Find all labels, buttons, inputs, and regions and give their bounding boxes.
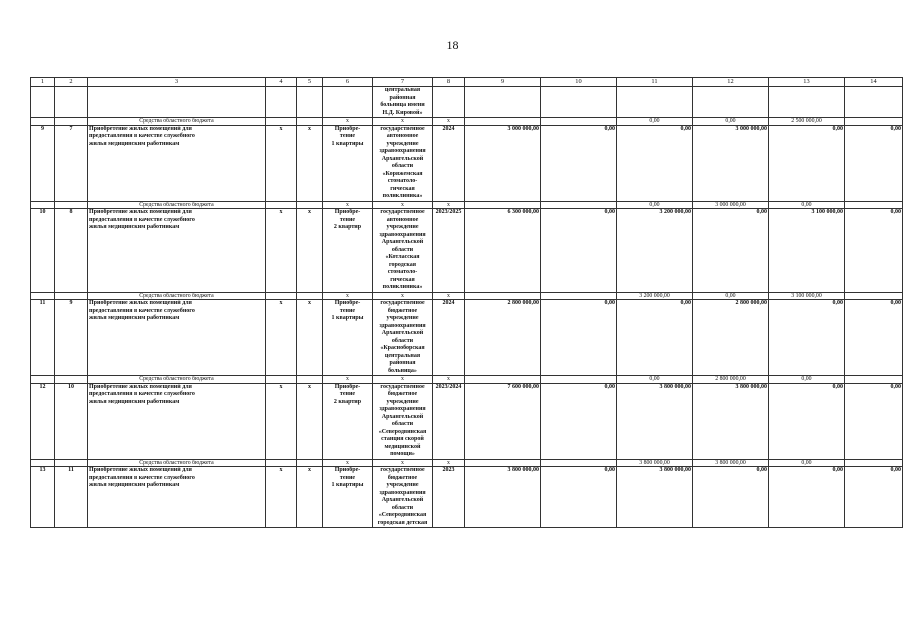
- funding-value: х: [323, 118, 373, 126]
- col-2-cell: 11: [55, 467, 88, 528]
- empty-cell: [55, 201, 88, 209]
- col-10-cell: 0,00: [541, 467, 617, 528]
- table-row: [31, 300, 903, 376]
- col-10-cell: 0,00: [541, 300, 617, 376]
- funding-row: [31, 118, 903, 126]
- empty-cell: [541, 201, 617, 209]
- empty-cell: [297, 87, 323, 118]
- col-12-cell: 2 800 000,00: [693, 300, 769, 376]
- empty-cell: [465, 118, 541, 126]
- empty-cell: [266, 292, 297, 300]
- funding-value: 0,00: [769, 376, 845, 384]
- funding-value: 3 000 000,00: [693, 201, 769, 209]
- funding-value: 3 800 000,00: [617, 459, 693, 467]
- funding-value: х: [433, 459, 465, 467]
- funding-value: 3 800 000,00: [693, 459, 769, 467]
- col-13-cell: 0,00: [769, 383, 845, 459]
- header-cell: 4: [266, 78, 297, 87]
- col-5-cell: х: [297, 300, 323, 376]
- col-13-cell: 0,00: [769, 125, 845, 201]
- funding-value: х: [323, 376, 373, 384]
- funding-value: х: [323, 201, 373, 209]
- col-9-cell: 3 800 000,00: [465, 467, 541, 528]
- header-cell: 7: [373, 78, 433, 87]
- empty-cell: [31, 87, 55, 118]
- empty-cell: [31, 459, 55, 467]
- funding-label: Средства областного бюджета: [88, 201, 266, 209]
- col-11-cell: 3 800 000,00: [617, 467, 693, 528]
- header-cell: 3: [88, 78, 266, 87]
- funding-row: [31, 292, 903, 300]
- col-11-cell: 0,00: [617, 300, 693, 376]
- col-14-cell: 0,00: [845, 467, 903, 528]
- col-8-cell: 2024: [433, 300, 465, 376]
- col-12-cell: 3 000 000,00: [693, 125, 769, 201]
- header-cell: 12: [693, 78, 769, 87]
- header-cell: 1: [31, 78, 55, 87]
- empty-cell: [845, 118, 903, 126]
- col-7-cell: государственное бюджетное учреждение здравоохранения Архангельской области «Северодвинская городская детская: [373, 467, 433, 528]
- col-7-cell: государственное бюджетное учреждение здравоохранения Архангельской области «Северодвинская станция скорой медицинской помощи»: [373, 383, 433, 459]
- empty-cell: [297, 459, 323, 467]
- header-cell: 6: [323, 78, 373, 87]
- col-1-cell: 13: [31, 467, 55, 528]
- col-6-cell: Приобре- тение 2 квартир: [323, 209, 373, 293]
- header-cell: 14: [845, 78, 903, 87]
- empty-cell: [266, 376, 297, 384]
- page-number: 18: [446, 38, 459, 52]
- funding-row: [31, 459, 903, 467]
- header-cell: 5: [297, 78, 323, 87]
- col-2-cell: 8: [55, 209, 88, 293]
- empty-cell: [88, 87, 266, 118]
- funding-value: 0,00: [769, 459, 845, 467]
- col-2-cell: 10: [55, 383, 88, 459]
- col-5-cell: х: [297, 467, 323, 528]
- funding-value: 0,00: [693, 118, 769, 126]
- col-5-cell: х: [297, 383, 323, 459]
- empty-cell: [31, 118, 55, 126]
- col-11-cell: 0,00: [617, 125, 693, 201]
- col-1-cell: 10: [31, 209, 55, 293]
- empty-cell: [266, 201, 297, 209]
- funding-value: 2 800 000,00: [693, 376, 769, 384]
- empty-cell: [297, 376, 323, 384]
- funding-value: х: [323, 459, 373, 467]
- col-11-cell: 3 200 000,00: [617, 209, 693, 293]
- program-table: [30, 77, 903, 528]
- empty-cell: [323, 87, 373, 118]
- col-3-cell: Приобретение жилых помещений для предоставления в качестве служебного жилья медицинским работникам: [88, 383, 266, 459]
- col-14-cell: 0,00: [845, 300, 903, 376]
- empty-cell: [541, 459, 617, 467]
- col-2-cell: 7: [55, 125, 88, 201]
- col-4-cell: х: [266, 209, 297, 293]
- empty-cell: [31, 376, 55, 384]
- funding-value: х: [373, 118, 433, 126]
- funding-value: 2 500 000,00: [769, 118, 845, 126]
- table-row: [31, 383, 903, 459]
- col-4-cell: х: [266, 300, 297, 376]
- col-13-cell: 3 100 000,00: [769, 209, 845, 293]
- funding-label: Средства областного бюджета: [88, 459, 266, 467]
- table-row: [31, 467, 903, 528]
- funding-value: 3 100 000,00: [769, 292, 845, 300]
- funding-value: х: [433, 118, 465, 126]
- header-cell: 11: [617, 78, 693, 87]
- funding-value: 0,00: [693, 292, 769, 300]
- col-14-cell: 0,00: [845, 125, 903, 201]
- table-row: [31, 125, 903, 201]
- empty-cell: [845, 201, 903, 209]
- empty-cell: [769, 87, 845, 118]
- header-cell: 2: [55, 78, 88, 87]
- header-cell: 9: [465, 78, 541, 87]
- col-4-cell: х: [266, 383, 297, 459]
- col-5-cell: х: [297, 209, 323, 293]
- funding-label: Средства областного бюджета: [88, 292, 266, 300]
- col-8-cell: 2023: [433, 467, 465, 528]
- col-3-cell: Приобретение жилых помещений для предоставления в качестве служебного жилья медицинским работникам: [88, 467, 266, 528]
- empty-cell: [297, 292, 323, 300]
- funding-value: 0,00: [769, 201, 845, 209]
- header-cell: 10: [541, 78, 617, 87]
- empty-cell: [541, 87, 617, 118]
- continuation-row: [31, 87, 903, 118]
- col-1-cell: 9: [31, 125, 55, 201]
- funding-value: 0,00: [617, 201, 693, 209]
- col-10-cell: 0,00: [541, 383, 617, 459]
- col-7-cell: государственное автономное учреждение здравоохранения Архангельской области «Котласская городская стоматоло- гическая поликлиника»: [373, 209, 433, 293]
- funding-value: х: [373, 292, 433, 300]
- funding-value: х: [373, 376, 433, 384]
- col-14-cell: 0,00: [845, 209, 903, 293]
- funding-value: х: [433, 201, 465, 209]
- col-7-cell: государственное бюджетное учреждение здравоохранения Архангельской области «Красноборская центральная районная больница»: [373, 300, 433, 376]
- empty-cell: [465, 201, 541, 209]
- header-cell: 8: [433, 78, 465, 87]
- empty-cell: [266, 87, 297, 118]
- col-6-cell: Приобре- тение 2 квартир: [323, 383, 373, 459]
- col-4-cell: х: [266, 125, 297, 201]
- col-14-cell: 0,00: [845, 383, 903, 459]
- col-9-cell: 7 600 000,00: [465, 383, 541, 459]
- col-6-cell: Приобре- тение 1 квартиры: [323, 125, 373, 201]
- header-row: [31, 78, 903, 87]
- col-12-cell: 3 800 000,00: [693, 383, 769, 459]
- empty-cell: [297, 201, 323, 209]
- funding-value: х: [373, 459, 433, 467]
- col-9-cell: 3 000 000,00: [465, 125, 541, 201]
- empty-cell: [55, 292, 88, 300]
- col-13-cell: 0,00: [769, 467, 845, 528]
- funding-label: Средства областного бюджета: [88, 376, 266, 384]
- col-1-cell: 12: [31, 383, 55, 459]
- col-10-cell: 0,00: [541, 209, 617, 293]
- col-2-cell: 9: [55, 300, 88, 376]
- funding-row: [31, 376, 903, 384]
- empty-cell: [617, 87, 693, 118]
- col-6-cell: Приобре- тение 1 квартиры: [323, 300, 373, 376]
- col-9-cell: 2 800 000,00: [465, 300, 541, 376]
- col-10-cell: 0,00: [541, 125, 617, 201]
- col-6-cell: Приобре- тение 1 квартиры: [323, 467, 373, 528]
- empty-cell: [541, 292, 617, 300]
- organization-cell: центральная районная больница имени Н.Д. Кировой»: [373, 87, 433, 118]
- funding-value: х: [433, 376, 465, 384]
- col-3-cell: Приобретение жилых помещений для предоставления в качестве служебного жилья медицинским работникам: [88, 300, 266, 376]
- col-3-cell: Приобретение жилых помещений для предоставления в качестве служебного жилья медицинским работникам: [88, 125, 266, 201]
- empty-cell: [845, 87, 903, 118]
- empty-cell: [465, 87, 541, 118]
- table-row: [31, 209, 903, 293]
- col-12-cell: 0,00: [693, 467, 769, 528]
- col-4-cell: х: [266, 467, 297, 528]
- empty-cell: [541, 118, 617, 126]
- empty-cell: [297, 118, 323, 126]
- empty-cell: [266, 118, 297, 126]
- col-7-cell: государственное автономное учреждение здравоохранения Архангельской области «Коряжемская стоматоло- гическая поликлиника»: [373, 125, 433, 201]
- empty-cell: [693, 87, 769, 118]
- funding-value: х: [433, 292, 465, 300]
- funding-value: 3 200 000,00: [617, 292, 693, 300]
- empty-cell: [55, 87, 88, 118]
- empty-cell: [845, 459, 903, 467]
- empty-cell: [266, 459, 297, 467]
- empty-cell: [55, 376, 88, 384]
- col-1-cell: 11: [31, 300, 55, 376]
- col-13-cell: 0,00: [769, 300, 845, 376]
- col-8-cell: 2023/2024: [433, 383, 465, 459]
- header-cell: 13: [769, 78, 845, 87]
- col-9-cell: 6 300 000,00: [465, 209, 541, 293]
- col-12-cell: 0,00: [693, 209, 769, 293]
- funding-value: 0,00: [617, 118, 693, 126]
- funding-value: 0,00: [617, 376, 693, 384]
- col-8-cell: 2024: [433, 125, 465, 201]
- col-5-cell: х: [297, 125, 323, 201]
- col-11-cell: 3 800 000,00: [617, 383, 693, 459]
- funding-row: [31, 201, 903, 209]
- empty-cell: [845, 292, 903, 300]
- empty-cell: [845, 376, 903, 384]
- empty-cell: [31, 201, 55, 209]
- funding-value: х: [323, 292, 373, 300]
- empty-cell: [465, 376, 541, 384]
- col-8-cell: 2023/2025: [433, 209, 465, 293]
- empty-cell: [31, 292, 55, 300]
- empty-cell: [55, 459, 88, 467]
- empty-cell: [465, 292, 541, 300]
- funding-value: х: [373, 201, 433, 209]
- table-body: [31, 78, 903, 528]
- empty-cell: [541, 376, 617, 384]
- col-3-cell: Приобретение жилых помещений для предоставления в качестве служебного жилья медицинским работникам: [88, 209, 266, 293]
- empty-cell: [465, 459, 541, 467]
- funding-label: Средства областного бюджета: [88, 118, 266, 126]
- empty-cell: [55, 118, 88, 126]
- empty-cell: [433, 87, 465, 118]
